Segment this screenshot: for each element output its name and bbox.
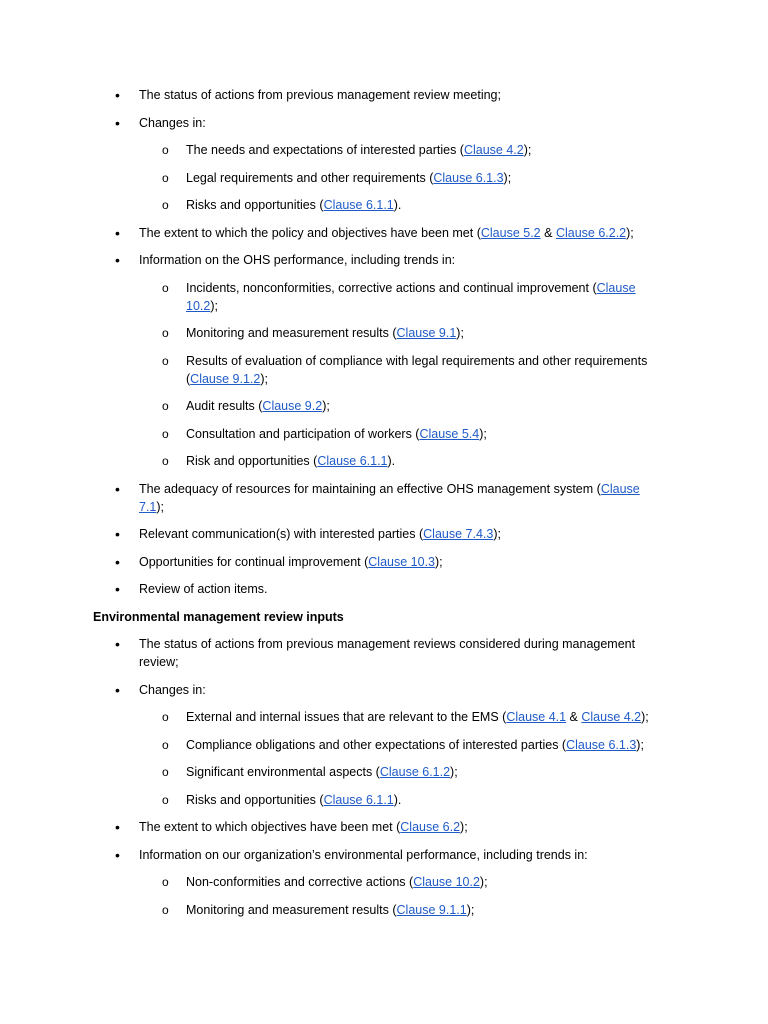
sub-list-item bbox=[0, 141, 768, 159]
sub-list-item bbox=[0, 736, 768, 754]
bullet-marker: • bbox=[115, 526, 120, 542]
clause-link-part: 10.2 bbox=[186, 298, 211, 313]
clause-link-part: Clause bbox=[600, 481, 640, 496]
sub-bullet-marker: o bbox=[162, 170, 169, 185]
clause-link[interactable]: Clause 4.1 bbox=[506, 710, 567, 724]
item-text: ); bbox=[466, 902, 475, 917]
item-text: Opportunities for continual improvement ( bbox=[139, 554, 369, 569]
sub-list-item bbox=[0, 901, 768, 919]
item-text: Information on the OHS performance, including trends in: bbox=[139, 253, 456, 267]
bullet-marker: • bbox=[115, 114, 120, 131]
sub-list-item bbox=[0, 397, 768, 415]
item-text: The status of actions from previous management reviews considered during management review; bbox=[139, 637, 636, 669]
list-item bbox=[0, 251, 768, 269]
item-text: Incidents, nonconformities, corrective actions and continual improvement ( bbox=[186, 280, 597, 295]
sub-list-item bbox=[0, 763, 768, 781]
sub-bullet-marker: o bbox=[162, 198, 169, 212]
item-text: ); bbox=[479, 426, 487, 441]
item-text: ); bbox=[641, 710, 649, 724]
clause-link[interactable]: Clause 10.2 bbox=[413, 875, 480, 889]
item-text: Monitoring and measurement results ( bbox=[186, 902, 397, 917]
clause-link[interactable]: Clause 10.3 bbox=[368, 554, 435, 569]
document-body bbox=[0, 86, 768, 928]
item-text: ); bbox=[503, 170, 512, 185]
item-text: & bbox=[566, 710, 582, 724]
sub-list-item bbox=[0, 352, 768, 388]
item-text: ). bbox=[387, 454, 396, 468]
sub-list-item bbox=[0, 708, 768, 726]
section-heading: Environmental management review inputs bbox=[93, 609, 344, 624]
list-item bbox=[0, 635, 768, 671]
list-item bbox=[0, 818, 768, 836]
clause-link[interactable]: Clause 6.1.3 bbox=[433, 170, 504, 185]
item-text: ); bbox=[322, 399, 330, 413]
list-item bbox=[0, 846, 768, 864]
bullet-marker: • bbox=[115, 819, 120, 835]
sub-list-item bbox=[0, 425, 768, 443]
item-text: Changes in: bbox=[139, 682, 206, 697]
item-text: Legal requirements and other requirements ( bbox=[186, 170, 434, 185]
clause-link[interactable]: Clause 9.1.1 bbox=[396, 902, 467, 917]
item-text: Compliance obligations and other expectations of interested parties ( bbox=[186, 737, 567, 752]
clause-link[interactable]: Clause 7.4.3 bbox=[423, 527, 494, 541]
clause-link[interactable]: Clause 5.4 bbox=[419, 426, 480, 441]
bullet-marker: • bbox=[115, 681, 120, 698]
item-text: ); bbox=[626, 225, 634, 240]
item-text: ). bbox=[393, 792, 402, 807]
sub-bullet-marker: o bbox=[162, 737, 169, 752]
item-text: The needs and expectations of interested parties ( bbox=[186, 143, 464, 157]
sub-list-item bbox=[0, 452, 768, 470]
bullet-marker: • bbox=[115, 636, 120, 652]
sub-bullet-marker: o bbox=[162, 426, 169, 441]
bullet-marker: • bbox=[115, 224, 120, 241]
item-text: ); bbox=[456, 326, 464, 340]
sub-bullet-marker: o bbox=[162, 326, 169, 340]
sub-bullet-marker: o bbox=[162, 710, 169, 724]
sub-list-item bbox=[0, 324, 768, 342]
clause-link[interactable]: Clause 4.2 bbox=[581, 710, 642, 724]
item-text: Review of action items. bbox=[139, 582, 268, 596]
item-text: Monitoring and measurement results ( bbox=[186, 326, 397, 340]
list-item bbox=[0, 224, 768, 242]
item-text: Risk and opportunities ( bbox=[186, 454, 318, 468]
sub-bullet-marker: o bbox=[162, 280, 169, 295]
item-text: ); bbox=[260, 371, 268, 386]
item-text: Significant environmental aspects ( bbox=[186, 765, 380, 779]
bullet-marker: • bbox=[115, 87, 120, 103]
clause-link[interactable]: Clause 6.1.1 bbox=[323, 198, 394, 212]
list-item bbox=[0, 525, 768, 543]
clause-link[interactable]: Clause 6.1.1 bbox=[317, 454, 388, 468]
item-text: External and internal issues that are relevant to the EMS ( bbox=[186, 710, 507, 724]
item-text: The adequacy of resources for maintaining an effective OHS management system ( bbox=[139, 481, 601, 496]
sub-bullet-marker: o bbox=[162, 875, 169, 889]
item-text: The extent to which the policy and objectives have been met ( bbox=[139, 225, 481, 240]
list-item bbox=[0, 86, 768, 104]
item-text: Risks and opportunities ( bbox=[186, 792, 324, 807]
item-text: ); bbox=[636, 737, 644, 752]
clause-link-part: 7.1 bbox=[139, 499, 157, 514]
item-text: ); bbox=[479, 875, 488, 889]
clause-link[interactable]: Clause 9.1.2 bbox=[190, 371, 261, 386]
clause-link[interactable]: Clause 6.2.2 bbox=[555, 225, 627, 240]
item-text: ); bbox=[523, 143, 532, 157]
clause-link[interactable]: Clause 5.2 bbox=[480, 225, 541, 240]
clause-link[interactable]: Clause 6.1.1 bbox=[323, 792, 394, 807]
sub-list-item bbox=[0, 791, 768, 809]
item-text: ); bbox=[210, 298, 218, 313]
item-text: Audit results ( bbox=[186, 399, 263, 413]
item-text: Information on our organization’s environmental performance, including trends in: bbox=[139, 847, 588, 862]
item-text: ). bbox=[393, 198, 402, 212]
bullet-marker: • bbox=[115, 581, 120, 597]
sub-bullet-marker: o bbox=[162, 902, 169, 917]
clause-link[interactable]: Clause 6.1.3 bbox=[566, 737, 637, 752]
sub-bullet-marker: o bbox=[162, 399, 169, 413]
list-item bbox=[0, 553, 768, 571]
item-text: Non-conformities and corrective actions ( bbox=[186, 875, 414, 889]
bullet-marker: • bbox=[115, 252, 120, 268]
clause-link[interactable]: Clause 9.2 bbox=[262, 399, 323, 413]
bullet-marker: • bbox=[115, 480, 120, 497]
item-text: & bbox=[540, 225, 556, 240]
item-text: ); bbox=[460, 820, 468, 834]
item-text: ); bbox=[450, 765, 458, 779]
item-text: ); bbox=[493, 527, 501, 541]
item-text: The extent to which objectives have been met ( bbox=[139, 820, 401, 834]
item-text: Relevant communication(s) with interested parties ( bbox=[139, 527, 424, 541]
clause-link[interactable]: Clause 4.2 bbox=[463, 143, 524, 157]
clause-link[interactable]: Clause 6.2 bbox=[400, 820, 461, 834]
bullet-marker: • bbox=[115, 553, 120, 570]
item-text: Risks and opportunities ( bbox=[186, 198, 324, 212]
sub-bullet-marker: o bbox=[162, 792, 169, 807]
bullet-marker: • bbox=[115, 846, 120, 863]
sub-list-item bbox=[0, 196, 768, 214]
list-item bbox=[0, 480, 768, 516]
item-text: The status of actions from previous management review meeting; bbox=[139, 88, 501, 102]
clause-link-part: Clause bbox=[596, 280, 636, 295]
sub-list-item bbox=[0, 873, 768, 891]
item-text: Consultation and participation of workers ( bbox=[186, 426, 420, 441]
sub-list-item bbox=[0, 169, 768, 187]
item-text: Changes in: bbox=[139, 115, 206, 130]
list-item bbox=[0, 114, 768, 132]
clause-link[interactable]: Clause 9.1 bbox=[396, 326, 457, 340]
list-item bbox=[0, 681, 768, 699]
clause-link[interactable]: Clause 6.1.2 bbox=[379, 765, 451, 779]
sub-bullet-marker: o bbox=[162, 765, 169, 779]
sub-bullet-marker: o bbox=[162, 143, 169, 157]
list-item bbox=[0, 580, 768, 598]
item-text: ); bbox=[435, 554, 443, 569]
sub-bullet-marker: o bbox=[162, 454, 169, 468]
sub-bullet-marker: o bbox=[162, 353, 169, 368]
sub-list-item bbox=[0, 279, 768, 315]
item-text: Results of evaluation of compliance with legal requirements and other requirements ( bbox=[186, 353, 648, 386]
item-text: ); bbox=[156, 499, 165, 514]
